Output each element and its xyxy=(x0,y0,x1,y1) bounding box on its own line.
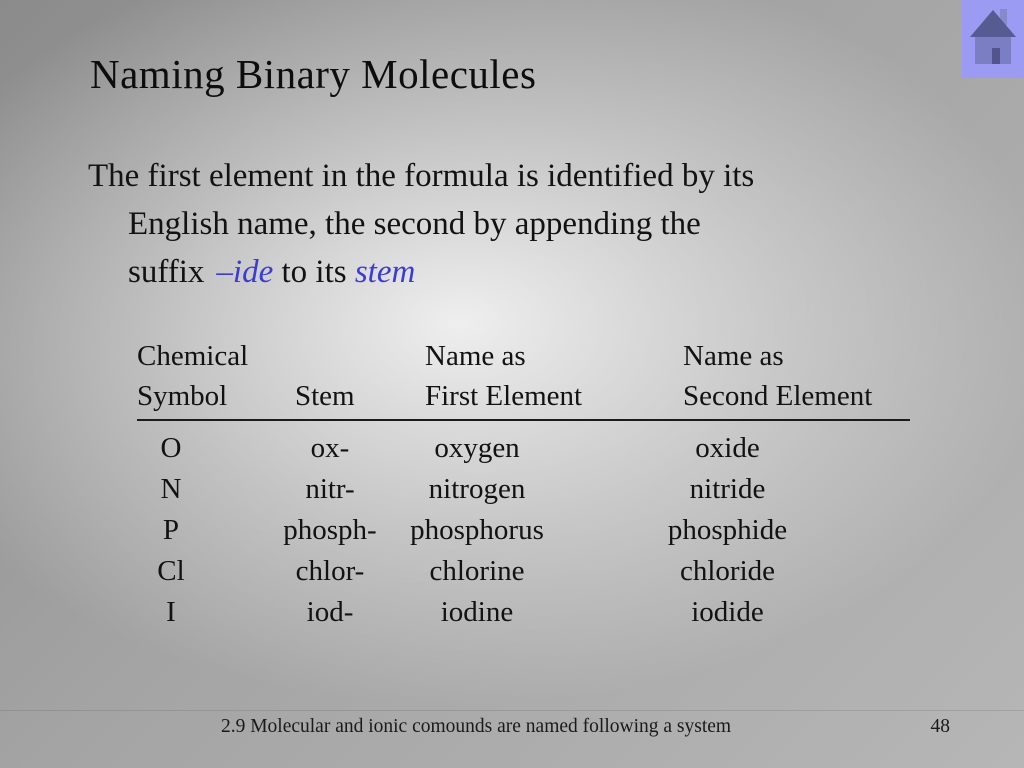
cell-symbol: Cl xyxy=(157,555,185,587)
cell-second-element: chloride xyxy=(679,555,775,587)
cell-symbol: O xyxy=(160,432,182,464)
table-header-row-2 xyxy=(137,376,910,416)
body-line-1: The first element in the formula is identified by its xyxy=(88,158,755,194)
cell-second-element: oxide xyxy=(695,432,760,464)
header-first-element: First Element xyxy=(425,380,583,412)
cell-symbol: P xyxy=(162,514,180,546)
footer xyxy=(0,716,1024,738)
cell-second-element: phosphide xyxy=(667,514,788,546)
body-line-3-middle: to its xyxy=(273,254,355,290)
elements-table xyxy=(137,336,910,633)
cell-second-element: iodide xyxy=(691,596,764,628)
table-row-iodine xyxy=(137,592,910,633)
home-icon xyxy=(962,0,1024,78)
cell-stem: phosph- xyxy=(283,514,377,546)
body-line-3-prefix: suffix xyxy=(128,254,205,290)
slide-title: Naming Binary Molecules xyxy=(90,51,537,97)
page-number: 48 xyxy=(930,716,950,737)
suffix-ide-term: –ide xyxy=(216,254,274,290)
cell-stem: ox- xyxy=(310,432,350,464)
table-header xyxy=(137,336,910,421)
cell-first-element: chlorine xyxy=(429,555,525,587)
table-header-row-1 xyxy=(137,336,910,376)
cell-first-element: oxygen xyxy=(434,432,520,464)
footer-divider xyxy=(0,710,1024,711)
header-second-element: Second Element xyxy=(683,380,873,412)
header-empty xyxy=(295,336,425,376)
footer-caption: 2.9 Molecular and ionic comounds are named following a system xyxy=(220,716,732,737)
header-chemical: Chemical xyxy=(137,340,249,372)
cell-stem: chlor- xyxy=(295,555,365,587)
body-line-2: English name, the second by appending the xyxy=(128,206,701,242)
cell-stem: iod- xyxy=(306,596,354,628)
home-icon-roof xyxy=(970,10,1016,37)
header-name-as-first: Name as xyxy=(425,340,526,372)
table-row-chlorine xyxy=(137,551,910,592)
table-row-nitrogen xyxy=(137,469,910,510)
cell-first-element: nitrogen xyxy=(428,473,526,505)
table-row-phosphorus xyxy=(137,510,910,551)
cell-first-element: phosphorus xyxy=(410,514,544,546)
cell-second-element: nitride xyxy=(689,473,766,505)
table-body xyxy=(137,421,910,633)
cell-first-element: iodine xyxy=(440,596,514,628)
body-line-3 xyxy=(128,248,754,296)
body-paragraph xyxy=(88,152,754,296)
stem-term: stem xyxy=(354,254,416,290)
table-row-oxygen xyxy=(137,428,910,469)
cell-symbol: N xyxy=(160,473,182,505)
cell-symbol: I xyxy=(166,596,176,628)
home-button[interactable] xyxy=(962,0,1024,78)
cell-stem: nitr- xyxy=(305,473,355,505)
header-name-as-second: Name as xyxy=(683,340,784,372)
header-stem: Stem xyxy=(295,380,355,412)
header-symbol: Symbol xyxy=(137,380,228,412)
home-icon-door xyxy=(992,48,1000,64)
